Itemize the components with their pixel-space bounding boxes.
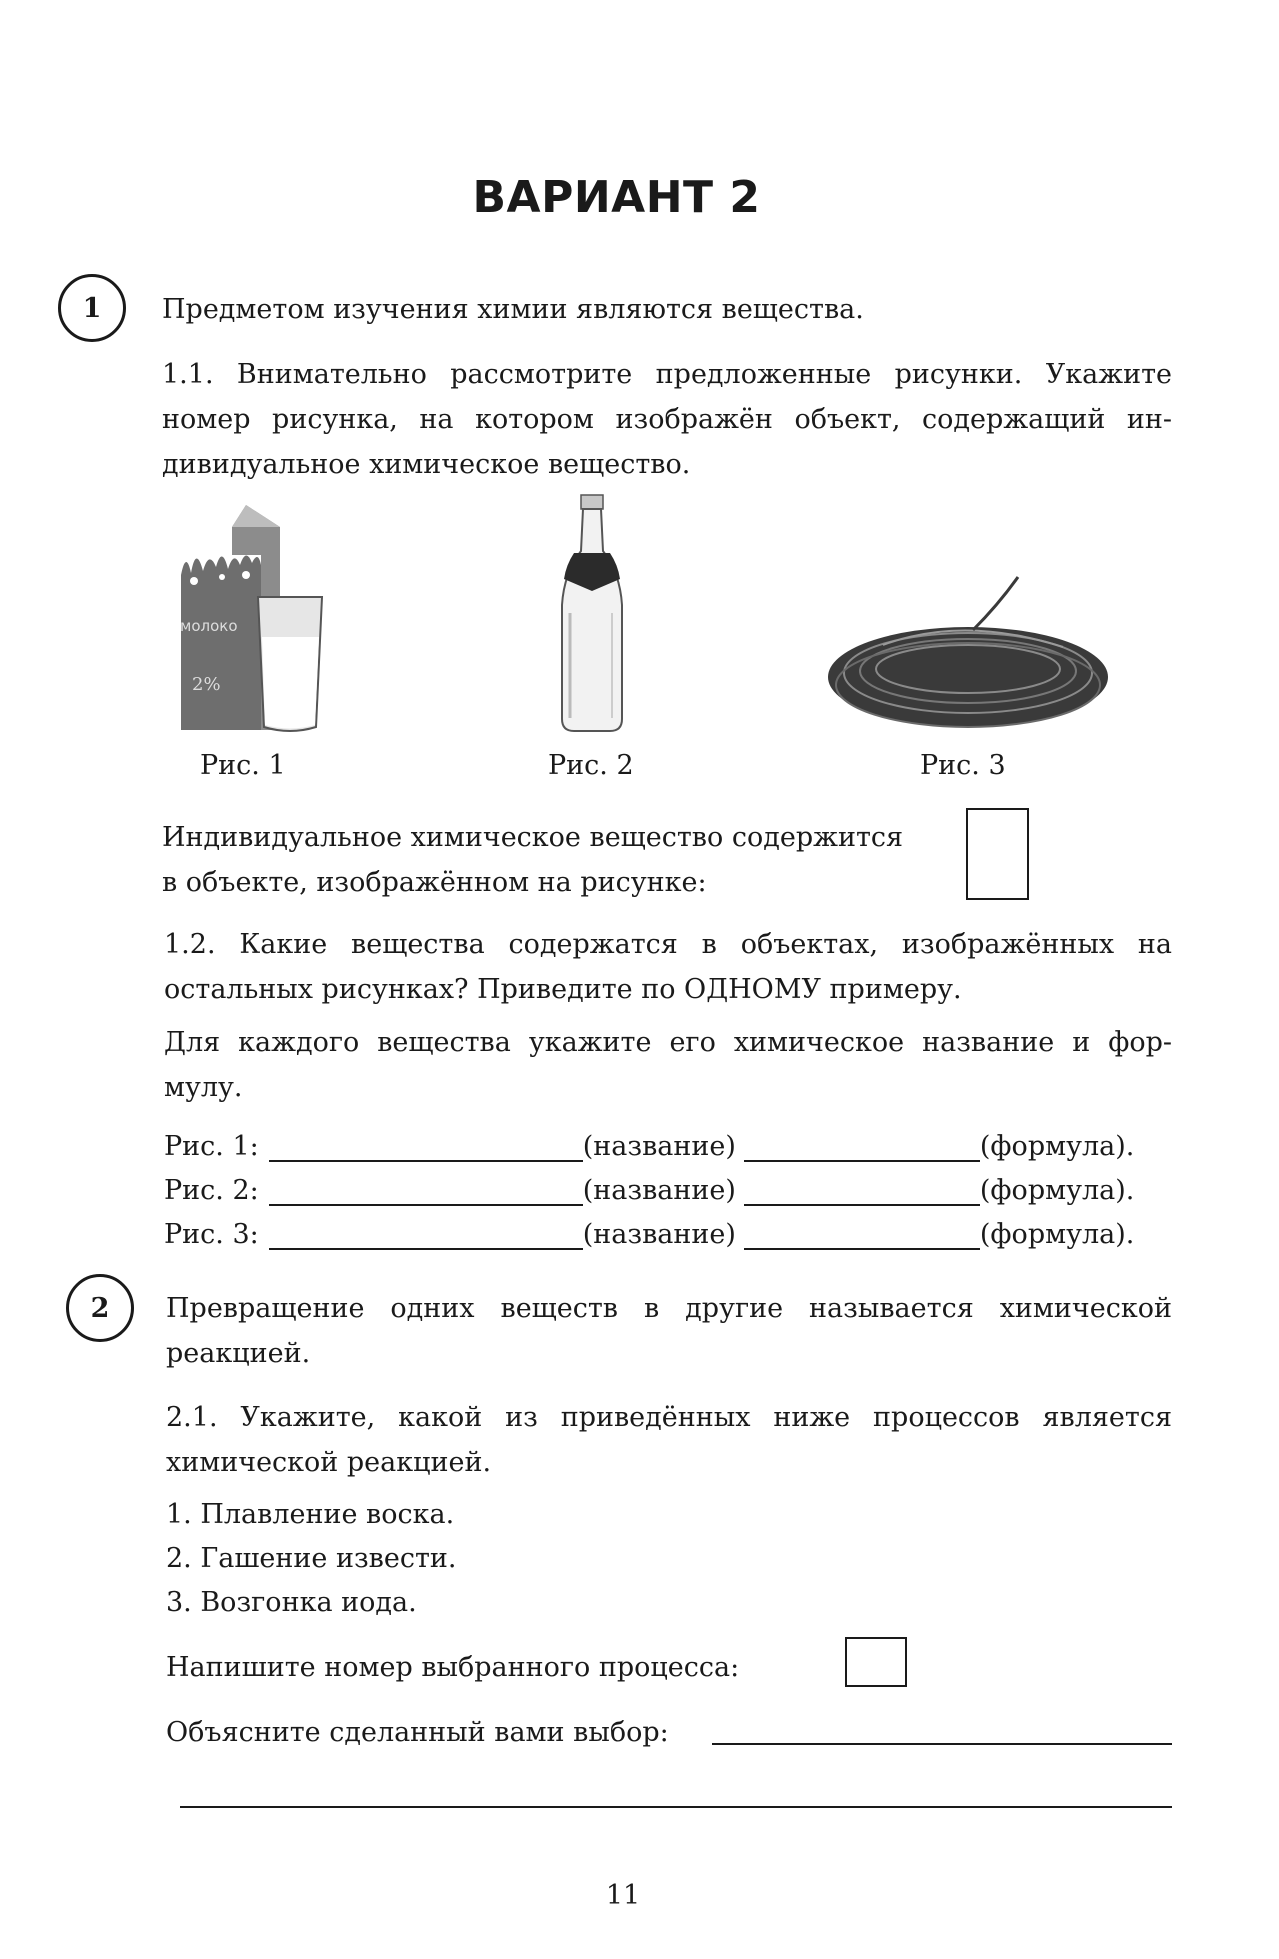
name-blank[interactable] (269, 1218, 583, 1250)
task2-intro-line2: реакцией. (166, 1338, 311, 1369)
row-name-label: (название) (582, 1131, 736, 1162)
carton-percent: 2% (192, 674, 221, 695)
task-number-2: 2 (66, 1274, 134, 1342)
row-label: Рис. 1: (164, 1131, 259, 1162)
explain-line-1[interactable] (712, 1743, 1172, 1745)
row-formula-label: (формула). (979, 1219, 1135, 1250)
option-2: 2. Гашение извести. (166, 1543, 457, 1574)
task1-q11-line3: дивидуальное химическое вещество. (162, 449, 691, 480)
explain-line-2[interactable] (180, 1806, 1172, 1808)
fill-row (164, 1206, 1134, 1250)
task-number-1: 1 (58, 274, 126, 342)
answer-line2: в объекте, изображённом на рисунке: (162, 867, 707, 898)
task1-q11-line1: 1.1. Внимательно рассмотрите предложенные рисунки. Укажите (162, 359, 1172, 390)
choose-label: Напишите номер выбранного процесса: (166, 1652, 740, 1683)
row-label: Рис. 3: (164, 1219, 259, 1250)
task2-q21-line2: химической реакцией. (166, 1447, 492, 1478)
wire-coil-image (823, 575, 1113, 735)
formula-blank[interactable] (744, 1130, 980, 1162)
formula-blank[interactable] (744, 1218, 980, 1250)
name-blank[interactable] (269, 1130, 583, 1162)
formula-blank[interactable] (744, 1174, 980, 1206)
page-number: 11 (605, 1880, 641, 1911)
row-formula-label: (формула). (979, 1175, 1135, 1206)
answer-box-figure[interactable] (966, 808, 1029, 900)
answer-line1: Индивидуальное химическое вещество содержится (162, 822, 904, 853)
page-title: ВАРИАНТ 2 (472, 172, 761, 223)
name-blank[interactable] (269, 1174, 583, 1206)
carton-label: молоко (180, 617, 238, 635)
option-3: 3. Возгонка иода. (166, 1587, 417, 1618)
task2-intro-line1: Превращение одних веществ в другие называется химической (166, 1293, 1172, 1324)
fill-row (164, 1162, 1134, 1206)
fill-row (164, 1118, 1134, 1162)
row-name-label: (название) (582, 1175, 736, 1206)
task1-q11-line2: номер рисунка, на котором изображён объект, содержащий ин- (162, 404, 1172, 435)
caption-fig3: Рис. 3 (920, 750, 1006, 781)
caption-fig1: Рис. 1 (200, 750, 286, 781)
row-label: Рис. 2: (164, 1175, 259, 1206)
row-formula-label: (формула). (979, 1131, 1135, 1162)
milk-carton-image (176, 505, 336, 735)
task1-q12-line3: Для каждого вещества укажите его химическое название и фор- (164, 1027, 1172, 1058)
task1-q12-line2: остальных рисунках? Приведите по ОДНОМУ примеру. (164, 974, 962, 1005)
option-1: 1. Плавление воска. (166, 1499, 455, 1530)
bottle-image (552, 493, 632, 735)
task1-intro: Предметом изучения химии являются вещества. (162, 294, 864, 325)
explain-label: Объясните сделанный вами выбор: (166, 1717, 669, 1748)
answer-box-process[interactable] (845, 1637, 907, 1687)
task2-q21-line1: 2.1. Укажите, какой из приведённых ниже процессов является (166, 1402, 1172, 1433)
task1-q12-line1: 1.2. Какие вещества содержатся в объектах, изображённых на (164, 929, 1172, 960)
row-name-label: (название) (582, 1219, 736, 1250)
caption-fig2: Рис. 2 (548, 750, 634, 781)
task1-q12-line4: мулу. (164, 1072, 243, 1103)
